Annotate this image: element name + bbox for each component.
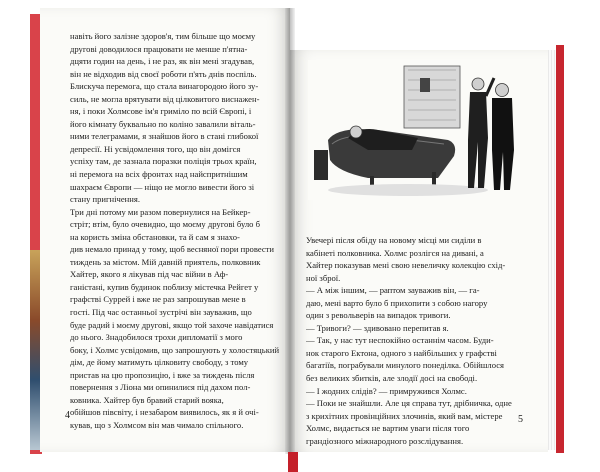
text-line: тиждень за містом. Мій давній приятель, полковник xyxy=(70,256,261,267)
text-line: Три дні потому ми разом повернулися на Бейкер- xyxy=(70,206,251,217)
text-line: — І жодних слідів? — примружився Холмс. xyxy=(306,385,467,396)
text-line: він не відходив від своєї роботи п'ять днів поспіль. xyxy=(70,68,257,79)
text-line: Хайтер, якого я лікував під час війни в Аф- xyxy=(70,269,229,280)
bookmark-ribbon xyxy=(288,452,298,472)
left-page xyxy=(40,8,290,452)
page-stack-edge xyxy=(548,50,556,450)
text-line: ні перемога на всіх фронтах над найспритнішим xyxy=(70,169,248,180)
page-number-left: 4 xyxy=(65,410,70,421)
text-line: див немало принад у тому, щоб весняної пори провести xyxy=(70,244,275,255)
text-line: дцяти годин на день, і не раз, як він мені згадував, xyxy=(70,56,255,67)
text-line: один з револьверів на випадок тривоги. xyxy=(306,310,451,321)
book-cover-right-edge xyxy=(556,45,564,453)
left-page-text xyxy=(70,30,284,432)
text-line: ня, і поки Холмсове ім'я гриміло по всій Європі, і xyxy=(70,106,252,117)
text-line: Холмс, видається не вартим уваги після того xyxy=(306,423,470,434)
text-line: до нього. Знадобилося трохи дипломатії з мого xyxy=(70,332,243,343)
text-line: другові доводилося працювати не менше п'ятна- xyxy=(70,43,248,54)
text-line: графстві Суррей і вже не раз запрошував мене в xyxy=(70,294,246,305)
text-line: — Тривоги? — здивовано перепитав я. xyxy=(306,322,449,333)
text-line: депресії. Ні усвідомлення того, що він домігся xyxy=(70,143,241,154)
book-gutter xyxy=(285,8,295,454)
text-line: шахраєм Європи — ніщо не могло вивести його зі xyxy=(70,181,255,192)
text-line: дім, де йому матимуть цілковиту свободу, з тому xyxy=(70,357,249,368)
text-line: силь, не могла врятувати від цілковитого виснажен- xyxy=(70,93,260,104)
text-line: кував, що з Холмсом він мав чимало спільного. xyxy=(70,419,244,430)
text-line: навіть його залізне здоров'я, тим більше що моєму xyxy=(70,31,256,41)
text-line: боку, і Холмс усвідомив, що запрошують у холостяцький xyxy=(70,344,280,355)
text-line: нок старого Ектона, одного з найбільших у графстві xyxy=(306,347,497,358)
right-page-text xyxy=(306,234,534,447)
right-page xyxy=(290,50,548,452)
text-line: — Поки не знайшли. Але ця справа тут, дрібничка, одне xyxy=(306,398,512,409)
text-line: обійшов півсвіту, і незабаром виявилось, як я й очі- xyxy=(70,407,259,418)
text-line: ними телеграмами, я знайшов його в стані глибокої xyxy=(70,131,259,142)
illustration-engraving xyxy=(308,60,528,200)
text-line: — Так, у нас тут неспокійно останнім часом. Буди- xyxy=(306,335,494,346)
text-line: ної зброї. xyxy=(306,272,341,283)
text-line: гості. Під час останньої зустрічі він зауважив, що xyxy=(70,307,252,318)
text-line: стріт; втім, було очевидно, що моєму другові було б xyxy=(70,219,260,230)
text-line: успіху там, де зазнала поразки поліція трьох країн, xyxy=(70,156,257,167)
text-line: без великих збитків, але злодії досі на свободі. xyxy=(306,373,478,384)
text-line: повернення з Ліона ми опинилися під дахом пол- xyxy=(70,382,251,393)
text-line: пристав на цю пропозицію, і вже за тиждень після xyxy=(70,369,255,380)
text-line: стану пригнічення. xyxy=(70,194,140,205)
text-line: з крихітних провінційних злочинів, який вам, містере xyxy=(306,410,503,421)
page-number-right: 5 xyxy=(518,414,523,425)
text-line: буде радий і моєму другові, якщо той захоче навідатися xyxy=(70,319,274,330)
text-line: ковника. Хайтер був бравий старий вояка, xyxy=(70,394,224,405)
text-line: Увечері після обіду на новому місці ми сиділи в xyxy=(306,235,482,245)
text-line: ганістані, купив будинок поблизу містечка Рейгет у xyxy=(70,281,259,292)
text-line: Блискуча перемога, що стала винагородою його зу- xyxy=(70,81,259,92)
text-line: його кімнату буквально по коліно завалили віталь- xyxy=(70,118,256,129)
text-line: багатіїв, пограбували минулого понеділка. Обійшлося xyxy=(306,360,504,371)
text-line: кабінеті полковника. Холмс розлігся на дивані, а xyxy=(306,247,484,258)
text-line: даю, мені варто було б прихопити з собою нагору xyxy=(306,297,488,308)
text-line: Хайтер показував мені свою невеличку колекцію схід- xyxy=(306,260,506,271)
text-line: — А між іншим, — раптом зауважив він, — га- xyxy=(306,285,480,296)
text-line: грандіозного міжнародного розслідування. xyxy=(306,435,464,446)
text-line: на користь зміна обстановки, та й сам я знахо- xyxy=(70,231,240,242)
